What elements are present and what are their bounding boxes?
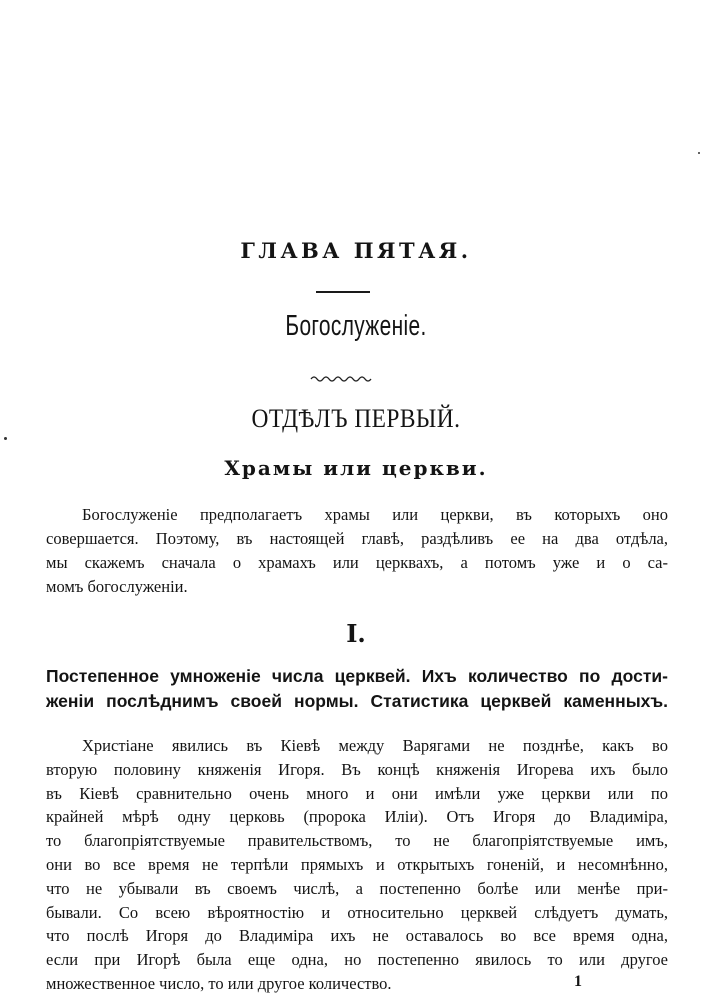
scan-speck xyxy=(698,152,700,154)
body-line: то благопріятствуемые правительствомъ, то не благопріятствуемые имъ, xyxy=(46,831,668,851)
body-line: Христіане явились въ Кіевѣ между Варягами не позднѣе, какъ во xyxy=(82,736,668,755)
body-line: въ Кіевѣ сравнительно очень много и они имѣли уже церкви или по xyxy=(46,783,668,803)
intro-line: момъ богослуженіи. xyxy=(46,577,188,596)
intro-paragraph xyxy=(46,503,668,599)
intro-line: Богослуженіе предполагаетъ храмы или церкви, въ которыхъ оно xyxy=(82,505,668,524)
section-number: I. xyxy=(346,619,366,648)
intro-line: мы скажемъ сначала о храмахъ или церквахъ, а потомъ уже и о са- xyxy=(46,553,668,572)
page-number: 1 xyxy=(574,973,582,990)
body-paragraph xyxy=(46,734,668,996)
section-heading xyxy=(46,664,668,714)
wavy-ornament-icon xyxy=(310,374,374,384)
body-line: если при Игорѣ была еще одна, но постепенно явилось то или другое xyxy=(46,950,668,970)
part-subtitle: Храмы или церкви. xyxy=(224,456,488,480)
part-heading: ОТДѢЛЪ ПЕРВЫЙ. xyxy=(251,404,461,433)
body-line: они во все время не терпѣли прямыхъ и открытыхъ гоненій, и несомнѣнно, xyxy=(46,854,668,874)
scan-speck xyxy=(4,437,7,440)
body-line: что послѣ Игоря до Владиміра ихъ не оставалось во все время одна, xyxy=(46,926,668,946)
chapter-heading: ГЛАВА ПЯТАЯ. xyxy=(240,238,472,263)
section-heading-line: женіи послѣднимъ своей нормы. Статистика церквей каменныхъ. xyxy=(46,691,668,711)
heading-rule xyxy=(316,291,370,293)
intro-line: совершается. Поэтому, въ настоящей главѣ, раздѣливъ ее на два отдѣла, xyxy=(46,529,668,548)
section-heading-line: Постепенное умноженіе числа церквей. Ихъ количество по дости- xyxy=(46,666,668,686)
chapter-title: Богослуженіе. xyxy=(285,310,427,342)
body-line: что не убывали въ своемъ числѣ, а постепенно болѣе или менѣе при- xyxy=(46,878,668,898)
body-line: вторую половину княженія Игоря. Въ концѣ княженія Игорева ихъ было xyxy=(46,759,668,779)
body-line: множественное число, то или другое количество. xyxy=(46,973,392,993)
body-line: крайней мѣрѣ одну церковь (пророка Иліи). Отъ Игоря до Владиміра, xyxy=(46,807,668,827)
body-line: бывали. Со всею вѣроятностію и относительно церквей слѣдуетъ думать, xyxy=(46,902,668,922)
